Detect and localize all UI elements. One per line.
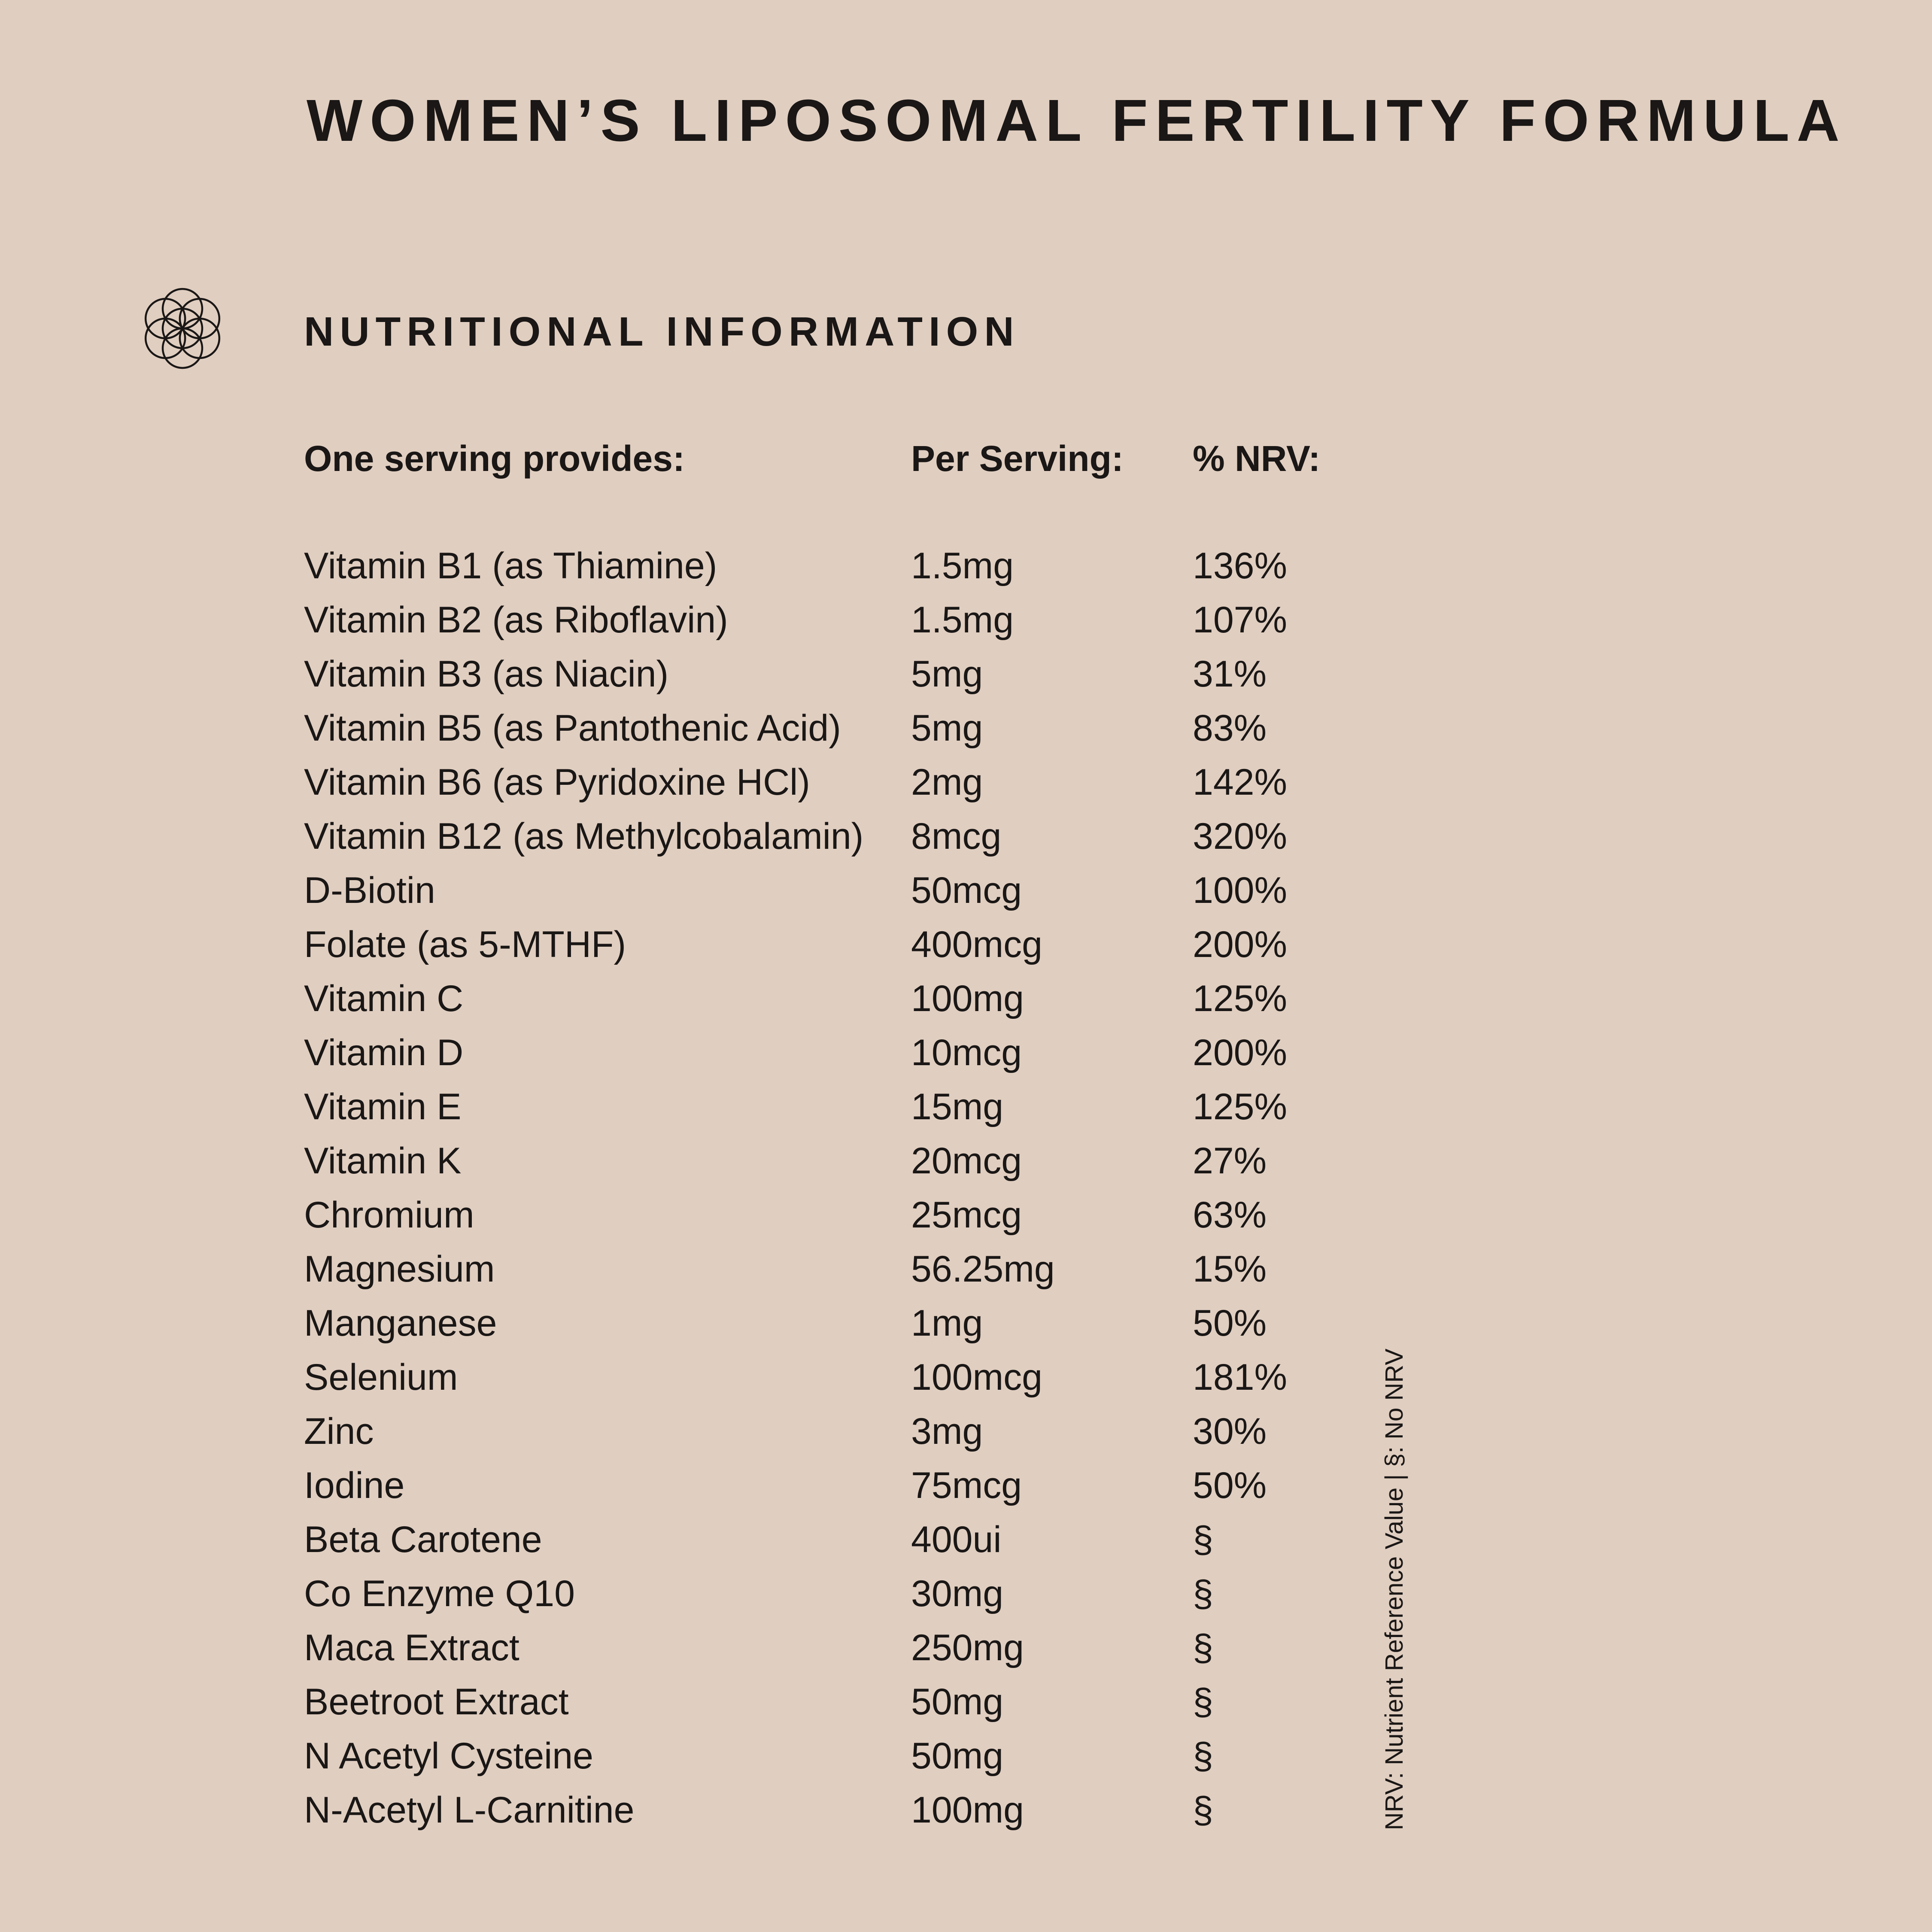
nrv-value: § [1193, 1735, 1213, 1777]
nutrient-name: Vitamin B5 (as Pantothenic Acid) [304, 708, 841, 749]
per-serving-value: 1.5mg [911, 545, 1014, 586]
nrv-value: 27% [1193, 1140, 1267, 1182]
nrv-footnote: NRV: Nutrient Reference Value | §: No NRV [1380, 1349, 1408, 1830]
per-serving-value: 250mg [911, 1627, 1024, 1668]
header-per-serving: Per Serving: [911, 438, 1124, 479]
nrv-value: 125% [1193, 978, 1287, 1019]
nrv-value: 30% [1193, 1411, 1267, 1452]
nrv-value: § [1193, 1681, 1213, 1722]
per-serving-value: 400ui [911, 1519, 1002, 1560]
per-serving-value: 15mg [911, 1086, 1004, 1127]
nrv-value: 83% [1193, 708, 1267, 749]
nrv-value: 142% [1193, 762, 1287, 803]
nutrient-name: Vitamin B12 (as Methylcobalamin) [304, 816, 864, 857]
nutrient-name: Vitamin B3 (as Niacin) [304, 653, 669, 695]
nrv-value: 100% [1193, 870, 1287, 911]
section-title: NUTRITIONAL INFORMATION [304, 309, 1020, 355]
nrv-value: 125% [1193, 1086, 1287, 1127]
nrv-value: 63% [1193, 1194, 1267, 1236]
nutrient-name: Vitamin D [304, 1032, 464, 1073]
nrv-value: 200% [1193, 924, 1287, 965]
nutrient-name: Folate (as 5-MTHF) [304, 924, 626, 965]
per-serving-value: 20mcg [911, 1140, 1022, 1182]
nrv-value: 320% [1193, 816, 1287, 857]
per-serving-value: 75mcg [911, 1465, 1022, 1506]
nrv-value: § [1193, 1519, 1213, 1560]
per-serving-value: 10mcg [911, 1032, 1022, 1073]
nutrient-name: Vitamin B6 (as Pyridoxine HCl) [304, 762, 810, 803]
per-serving-value: 50mcg [911, 870, 1022, 911]
nutrient-name: Selenium [304, 1357, 458, 1398]
per-serving-value: 56.25mg [911, 1249, 1055, 1290]
nrv-value: 200% [1193, 1032, 1287, 1073]
nutrient-name: Beta Carotene [304, 1519, 542, 1560]
nutrient-name: Maca Extract [304, 1627, 519, 1668]
nutrient-name: Iodine [304, 1465, 405, 1506]
per-serving-value: 100mg [911, 1789, 1024, 1831]
nrv-value: § [1193, 1627, 1213, 1668]
per-serving-value: 3mg [911, 1411, 983, 1452]
nutrient-name: Vitamin B2 (as Riboflavin) [304, 599, 728, 641]
per-serving-value: 100mg [911, 978, 1024, 1019]
header-nutrient: One serving provides: [304, 438, 685, 479]
nrv-value: 50% [1193, 1303, 1267, 1344]
nutrient-name: Vitamin C [304, 978, 464, 1019]
nrv-value: 50% [1193, 1465, 1267, 1506]
nrv-value: 31% [1193, 653, 1267, 695]
header-nrv: % NRV: [1193, 438, 1321, 479]
per-serving-value: 2mg [911, 762, 983, 803]
per-serving-value: 100mcg [911, 1357, 1042, 1398]
page-title: WOMEN’S LIPOSOMAL FERTILITY FORMULA [307, 88, 1847, 154]
nutrient-name: Co Enzyme Q10 [304, 1573, 575, 1614]
per-serving-value: 5mg [911, 653, 983, 695]
nrv-value: 181% [1193, 1357, 1287, 1398]
nutrient-name: Vitamin K [304, 1140, 462, 1182]
nutrient-name: D-Biotin [304, 870, 435, 911]
nrv-value: 107% [1193, 599, 1287, 641]
nutrient-name: Manganese [304, 1303, 497, 1344]
nutrient-name: N Acetyl Cysteine [304, 1735, 593, 1777]
per-serving-value: 50mg [911, 1681, 1004, 1722]
nutrient-name: Zinc [304, 1411, 374, 1452]
nutrient-name: Vitamin E [304, 1086, 462, 1127]
nrv-value: 15% [1193, 1249, 1267, 1290]
seed-of-life-icon [140, 286, 225, 371]
per-serving-value: 5mg [911, 708, 983, 749]
per-serving-value: 1mg [911, 1303, 983, 1344]
nutrient-name: Chromium [304, 1194, 474, 1236]
per-serving-value: 30mg [911, 1573, 1004, 1614]
per-serving-value: 1.5mg [911, 599, 1014, 641]
nutrient-name: Magnesium [304, 1249, 495, 1290]
nutrient-name: Beetroot Extract [304, 1681, 569, 1722]
per-serving-value: 8mcg [911, 816, 1002, 857]
nrv-value: 136% [1193, 545, 1287, 586]
nrv-value: § [1193, 1573, 1213, 1614]
per-serving-value: 25mcg [911, 1194, 1022, 1236]
per-serving-value: 400mcg [911, 924, 1042, 965]
nutrient-name: Vitamin B1 (as Thiamine) [304, 545, 717, 586]
nrv-value: § [1193, 1789, 1213, 1831]
nutrient-name: N-Acetyl L-Carnitine [304, 1789, 635, 1831]
per-serving-value: 50mg [911, 1735, 1004, 1777]
